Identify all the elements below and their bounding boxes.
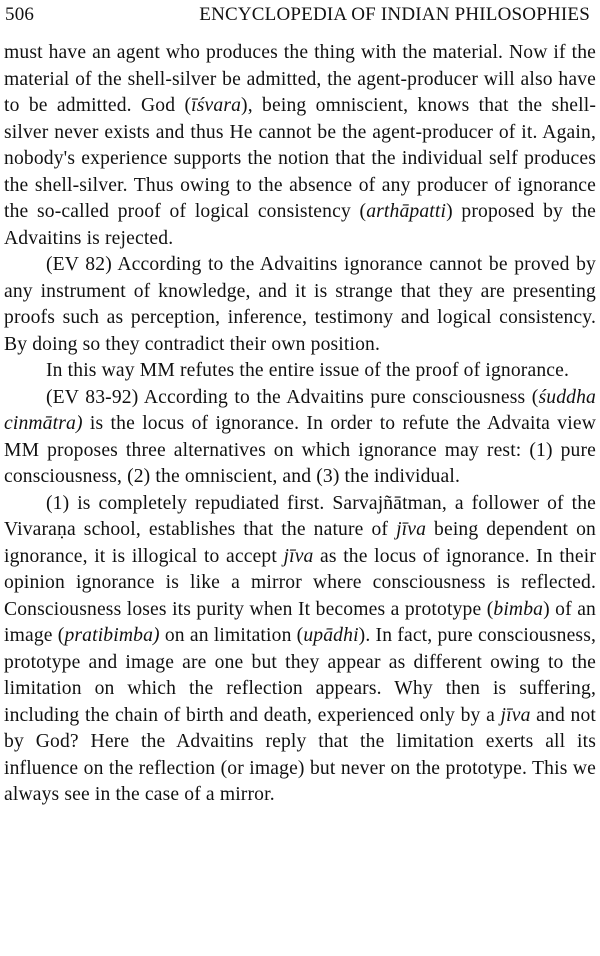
italic-term: bimba	[493, 598, 544, 620]
italic-term: śuddha cinmātra)	[4, 386, 596, 434]
text-run: being dependent on ignorance, it is illogical to accept	[4, 519, 596, 567]
text-run: must have an agent who produces the thing with the material. Now if the material of the shell-silver be admitted, the agent-producer will also have to be admitted. God (	[4, 42, 596, 116]
text-run: ). In fact, pure consciousness, prototype and image are one but they appear as different owing to the limitation on which the reflection appears. Why then is suffering, including the chain of birth and death, experienced only by a	[4, 625, 597, 726]
text-run: (EV 82) According to the Advaitins ignorance cannot be proved by any instrument of knowledge, and it is strange that they are presenting proofs such as perception, inference, testimony and logical consistency. By doing so they contradict their own position.	[4, 254, 596, 355]
paragraph	[4, 358, 596, 385]
text-run: ) of an image (	[4, 598, 596, 646]
running-title: ENCYCLOPEDIA OF INDIAN PHILOSOPHIES	[199, 4, 590, 25]
text-run: In this way MM refutes the entire issue of the proof of ignorance.	[46, 360, 570, 381]
italic-term: jīva	[500, 704, 531, 726]
paragraph	[4, 385, 596, 491]
running-head	[4, 0, 596, 30]
text-run: (EV 83-92) According to the Advaitins pure consciousness (	[46, 386, 539, 408]
italic-term: jīva	[283, 545, 314, 567]
italic-term: upādhi	[303, 625, 359, 646]
text-run: on an limitation (	[159, 625, 304, 646]
page-number: 506	[5, 4, 35, 25]
italic-term: jīva	[396, 519, 427, 540]
body-text	[4, 40, 596, 809]
italic-term: īśvara	[191, 95, 242, 116]
paragraph	[4, 491, 596, 809]
text-run: ), being omniscient, knows that the shell-silver never exists and thus He cannot be the agent-producer of it. Again, nobody's experience supports the notion that the individual self produces the shell-silver. Thus owing to the absence of any producer of ignorance the so-called proof of logical consistency (	[4, 95, 596, 222]
text-run: ) proposed by the Advaitins is rejected.	[4, 201, 596, 249]
text-run: (1) is completely repudiated first. Sarvajñātman, a follower of the Vivaraṇa school, establishes that the nature of	[4, 492, 596, 540]
italic-term: arthāpatti	[366, 201, 447, 222]
text-run: and not by God? Here the Advaitins reply that the limitation exerts all its influence on the reflection (or image) but never on the prototype. This we always see in the case of a mirror.	[4, 704, 596, 805]
text-run: is the locus of ignorance. In order to refute the Advaita view MM proposes three alternatives on which ignorance may rest: (1) pure consciousness, (2) the omniscient, and (3) the individual.	[4, 413, 596, 487]
text-run: as the locus of ignorance. In their opinion ignorance is like a mirror where consciousness is reflected. Consciousness loses its purity when It becomes a prototype (	[4, 545, 596, 620]
paragraph	[4, 252, 596, 358]
paragraph	[4, 40, 596, 252]
italic-term: pratibimba)	[64, 625, 160, 646]
